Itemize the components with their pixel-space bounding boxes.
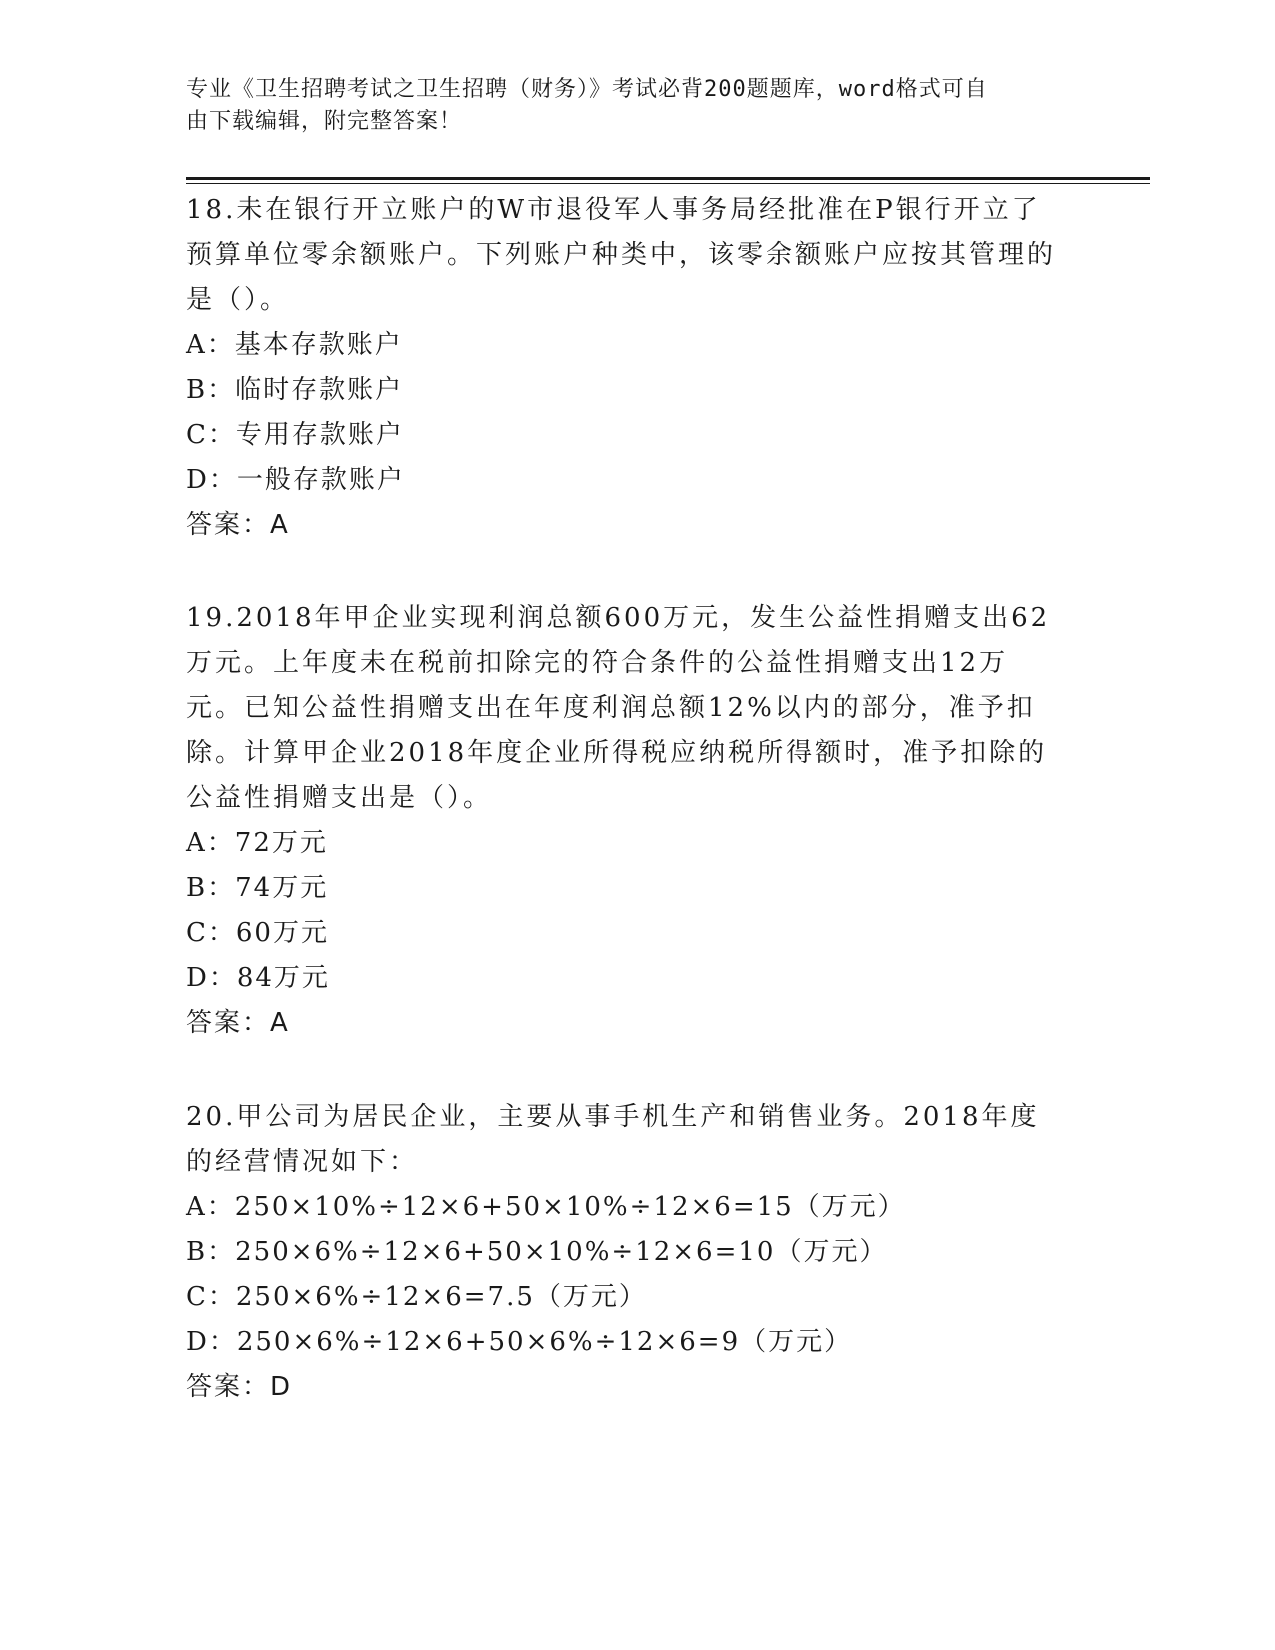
answer-line: 答案：A <box>186 1008 290 1038</box>
option-b: B：74万元 <box>186 873 329 903</box>
option-b: B：临时存款账户 <box>186 375 404 405</box>
document-header <box>186 74 1066 138</box>
answer-line: 答案：A <box>186 510 290 540</box>
header-divider-thin <box>186 183 1150 184</box>
header-divider-thick <box>186 177 1150 180</box>
question-stem: 20.甲公司为居民企业，主要从事手机生产和销售业务。2018年度的经营情况如下： <box>186 1102 1040 1177</box>
question-stem: 19.2018年甲企业实现利润总额600万元，发生公益性捐赠支出62万元。上年度未在税前扣除完的符合条件的公益性捐赠支出12万元。已知公益性捐赠支出在年度利润总额12%以内的部分，准予扣除。计算甲企业2018年度企业所得税应纳税所得额时，准予扣除的公益性捐赠支出是（）。 <box>186 603 1051 813</box>
option-d: D：84万元 <box>186 963 330 993</box>
option-d: D：一般存款账户 <box>186 465 405 495</box>
question-18 <box>186 188 1066 548</box>
option-c: C：专用存款账户 <box>186 420 404 450</box>
option-a: A：250×10%÷12×6+50×10%÷12×6=15（万元） <box>186 1192 906 1222</box>
option-c: C：250×6%÷12×6=7.5（万元） <box>186 1282 647 1312</box>
option-a: A：基本存款账户 <box>186 330 403 360</box>
question-19 <box>186 596 1066 1046</box>
option-c: C：60万元 <box>186 918 329 948</box>
question-20 <box>186 1095 1066 1410</box>
answer-line: 答案：D <box>186 1372 293 1402</box>
header-line-2: 由下载编辑，附完整答案！ <box>186 109 463 134</box>
option-d: D：250×6%÷12×6+50×6%÷12×6=9（万元） <box>186 1327 853 1357</box>
question-stem: 18.未在银行开立账户的W市退役军人事务局经批准在P银行开立了预算单位零余额账户。下列账户种类中，该零余额账户应按其管理的是（）。 <box>186 195 1057 315</box>
option-a: A：72万元 <box>186 828 328 858</box>
header-line-1: 专业《卫生招聘考试之卫生招聘（财务）》考试必背200题题库，word格式可自 <box>186 77 988 102</box>
option-b: B：250×6%÷12×6+50×10%÷12×6=10（万元） <box>186 1237 888 1267</box>
